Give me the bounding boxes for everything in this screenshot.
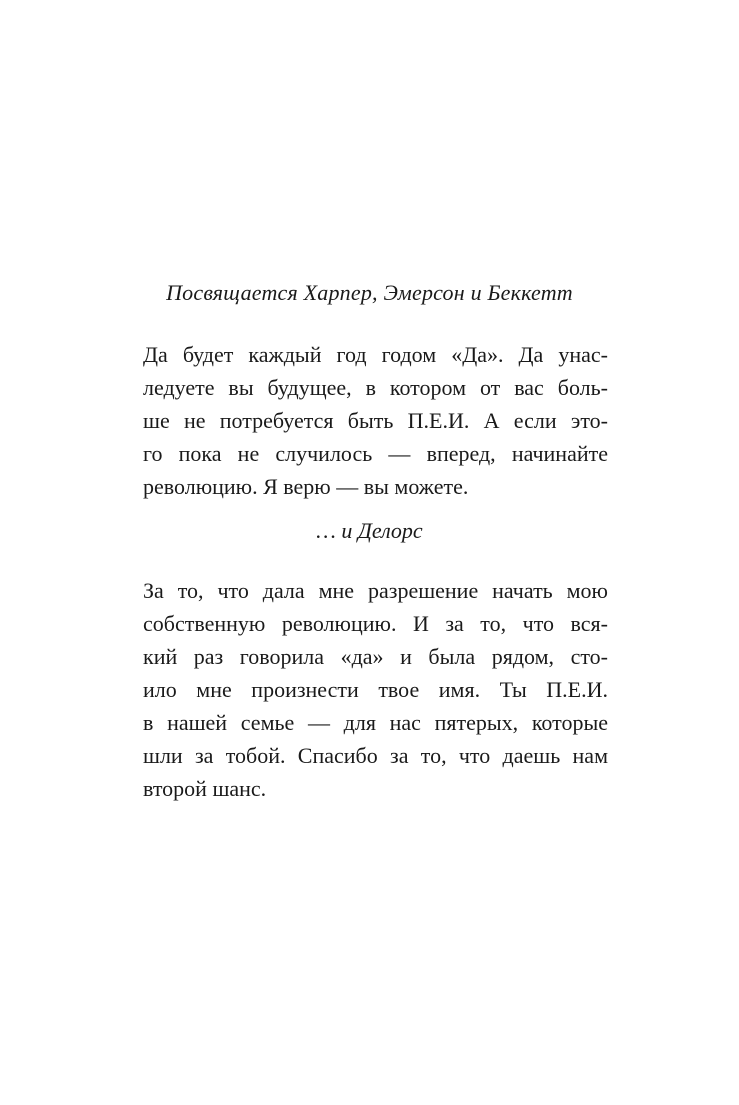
dedication-paragraph bbox=[143, 338, 608, 503]
paragraph-line: Да будет каждый год годом «Да». Да унас- bbox=[143, 342, 608, 367]
dedication-title: Посвящается Харпер, Эмерсон и Беккетт bbox=[166, 280, 573, 305]
paragraph-line: революцию. Я верю — вы можете. bbox=[143, 474, 469, 499]
second-dedication-title: … и Делорс bbox=[316, 518, 423, 543]
paragraph-line: ше не потребуется быть П.Е.И. А если это- bbox=[143, 408, 608, 433]
paragraph-line: шли за тобой. Спасибо за то, что даешь нам bbox=[143, 743, 608, 768]
paragraph-line: собственную революцию. И за то, что вся- bbox=[143, 611, 608, 636]
paragraph-line: в нашей семье — для нас пятерых, которые bbox=[143, 710, 608, 735]
paragraph-line: ледуете вы будущее, в котором от вас боль- bbox=[143, 375, 608, 400]
paragraph-line: ило мне произнести твое имя. Ты П.Е.И. bbox=[143, 677, 608, 702]
second-dedication-paragraph bbox=[143, 574, 608, 805]
paragraph-line: второй шанс. bbox=[143, 776, 267, 801]
paragraph-line: кий раз говорила «да» и была рядом, сто- bbox=[143, 644, 608, 669]
paragraph-line: За то, что дала мне разрешение начать мою bbox=[143, 578, 608, 603]
paragraph-line: го пока не случилось — вперед, начинайте bbox=[143, 441, 608, 466]
